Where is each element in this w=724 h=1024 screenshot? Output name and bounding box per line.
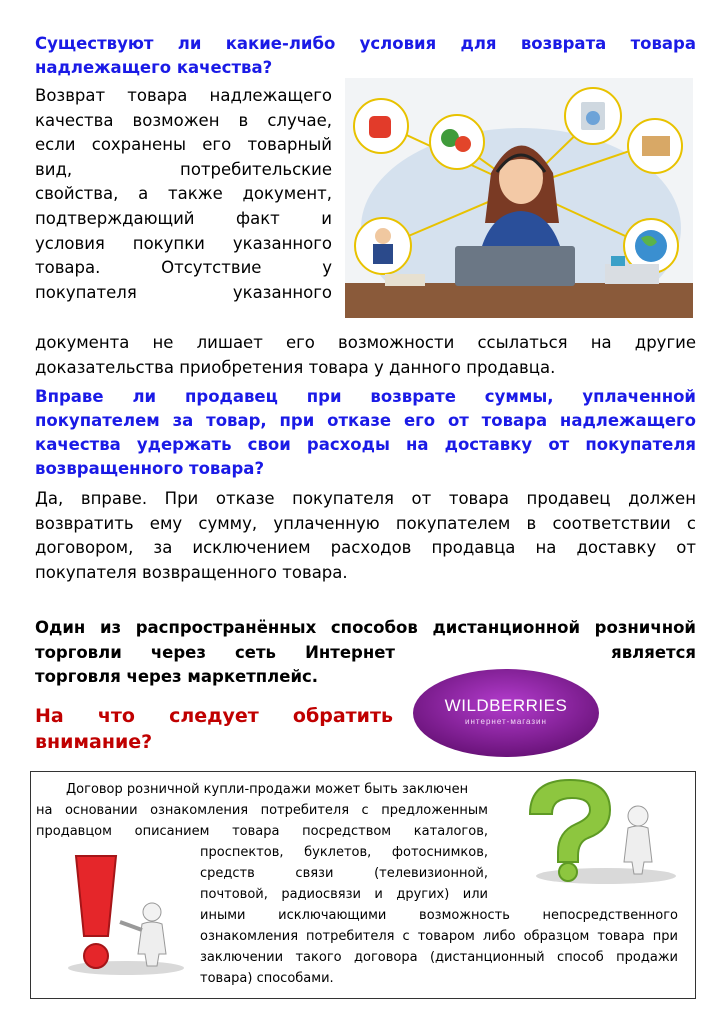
box-line: почтовой, радиосвязи и других) или <box>200 887 488 902</box>
question-mark-illustration <box>510 776 680 886</box>
answer-1-line: покупателя указанного <box>35 282 332 302</box>
call-center-illustration <box>345 78 693 318</box>
answer-1-line: вид, потребительские <box>35 159 332 179</box>
question-2-line: возвращенного товара? <box>35 459 265 478</box>
answer-1-line: товара. Отсутствие у <box>35 258 332 278</box>
box-line: проспектов, буклетов, фотоснимков, <box>200 845 488 860</box>
answer-2-line: возвратить ему сумму, уплаченную покупателем в соответствии с <box>35 513 696 533</box>
box-line: иными исключающими возможность непосредственного <box>200 908 678 923</box>
question-2-line: покупателем за товар, при отказе его от товара надлежащего <box>35 411 696 430</box>
box-line: на основании ознакомления потребителя с предложенным <box>36 803 488 818</box>
question-2-line: качества удержать свои расходы на доставку от покупателя <box>35 435 696 454</box>
marketplace-line-3: торговля через маркетплейс. <box>35 667 319 686</box>
question-1 <box>35 32 696 80</box>
answer-1-line: свойства, а также документ, <box>35 184 332 204</box>
marketplace-line-1: Один из распространённых способов дистанционной розничной <box>35 618 696 637</box>
answer-2-line: покупателя возвращенного товара. <box>35 562 348 582</box>
answer-1-line: Возврат товара надлежащего <box>35 86 332 105</box>
answer-1-line: условия покупки указанного <box>35 233 332 253</box>
exclamation-illustration <box>62 852 190 977</box>
box-line: продавцом описанием товара посредством каталогов, <box>36 824 488 839</box>
question-1-line-1: Существуют ли какие-либо условия для возврата товара <box>35 34 696 53</box>
answer-1-line: подтверждающий факт и <box>35 208 332 228</box>
wildberries-logo <box>412 668 600 758</box>
attention-line-1: На что следует обратить <box>35 705 393 727</box>
answer-1-full <box>35 331 696 380</box>
question-2-line: Вправе ли продавец при возврате суммы, уплаченной <box>35 387 696 406</box>
answer-1-line: качества возможен в случае, <box>35 110 332 130</box>
box-line: заключении такого договора (дистанционный способ продажи <box>200 950 678 965</box>
answer-2 <box>35 487 696 585</box>
marketplace-line-2 <box>35 641 696 666</box>
wildberries-logo-sub: интернет-магазин <box>465 717 547 726</box>
marketplace-line-2-left: торговли через сеть Интернет <box>35 642 395 662</box>
box-line: Договор розничной купли-продажи может быть заключен <box>66 782 469 797</box>
answer-2-line: Да, вправе. При отказе покупателя от товара продавец должен <box>35 489 696 508</box>
box-line: ознакомления потребителя с товаром либо образцом товара при <box>200 929 678 944</box>
box-text-top <box>36 779 488 842</box>
question-2 <box>35 385 696 481</box>
box-text-middle <box>200 842 488 905</box>
attention-line-2: внимание? <box>35 731 153 753</box>
answer-1-line: доказательства приобретения товара у данного продавца. <box>35 357 556 377</box>
question-1-line-2: надлежащего качества? <box>35 58 273 77</box>
answer-1-line: документа не лишает его возможности ссылаться на другие <box>35 333 696 352</box>
box-line: товара) способами. <box>200 971 334 986</box>
box-text-bottom <box>200 905 678 989</box>
answer-1-column <box>35 84 332 305</box>
answer-2-line: договором, за исключением расходов продавца на доставку от <box>35 538 696 558</box>
wildberries-logo-name: WILDBERRIES <box>444 696 568 715</box>
marketplace-line-2-right: является <box>611 642 696 662</box>
answer-1-line: если сохранены его товарный <box>35 135 332 155</box>
attention-heading <box>35 703 393 755</box>
box-line: средств связи (телевизионной, <box>200 866 488 881</box>
